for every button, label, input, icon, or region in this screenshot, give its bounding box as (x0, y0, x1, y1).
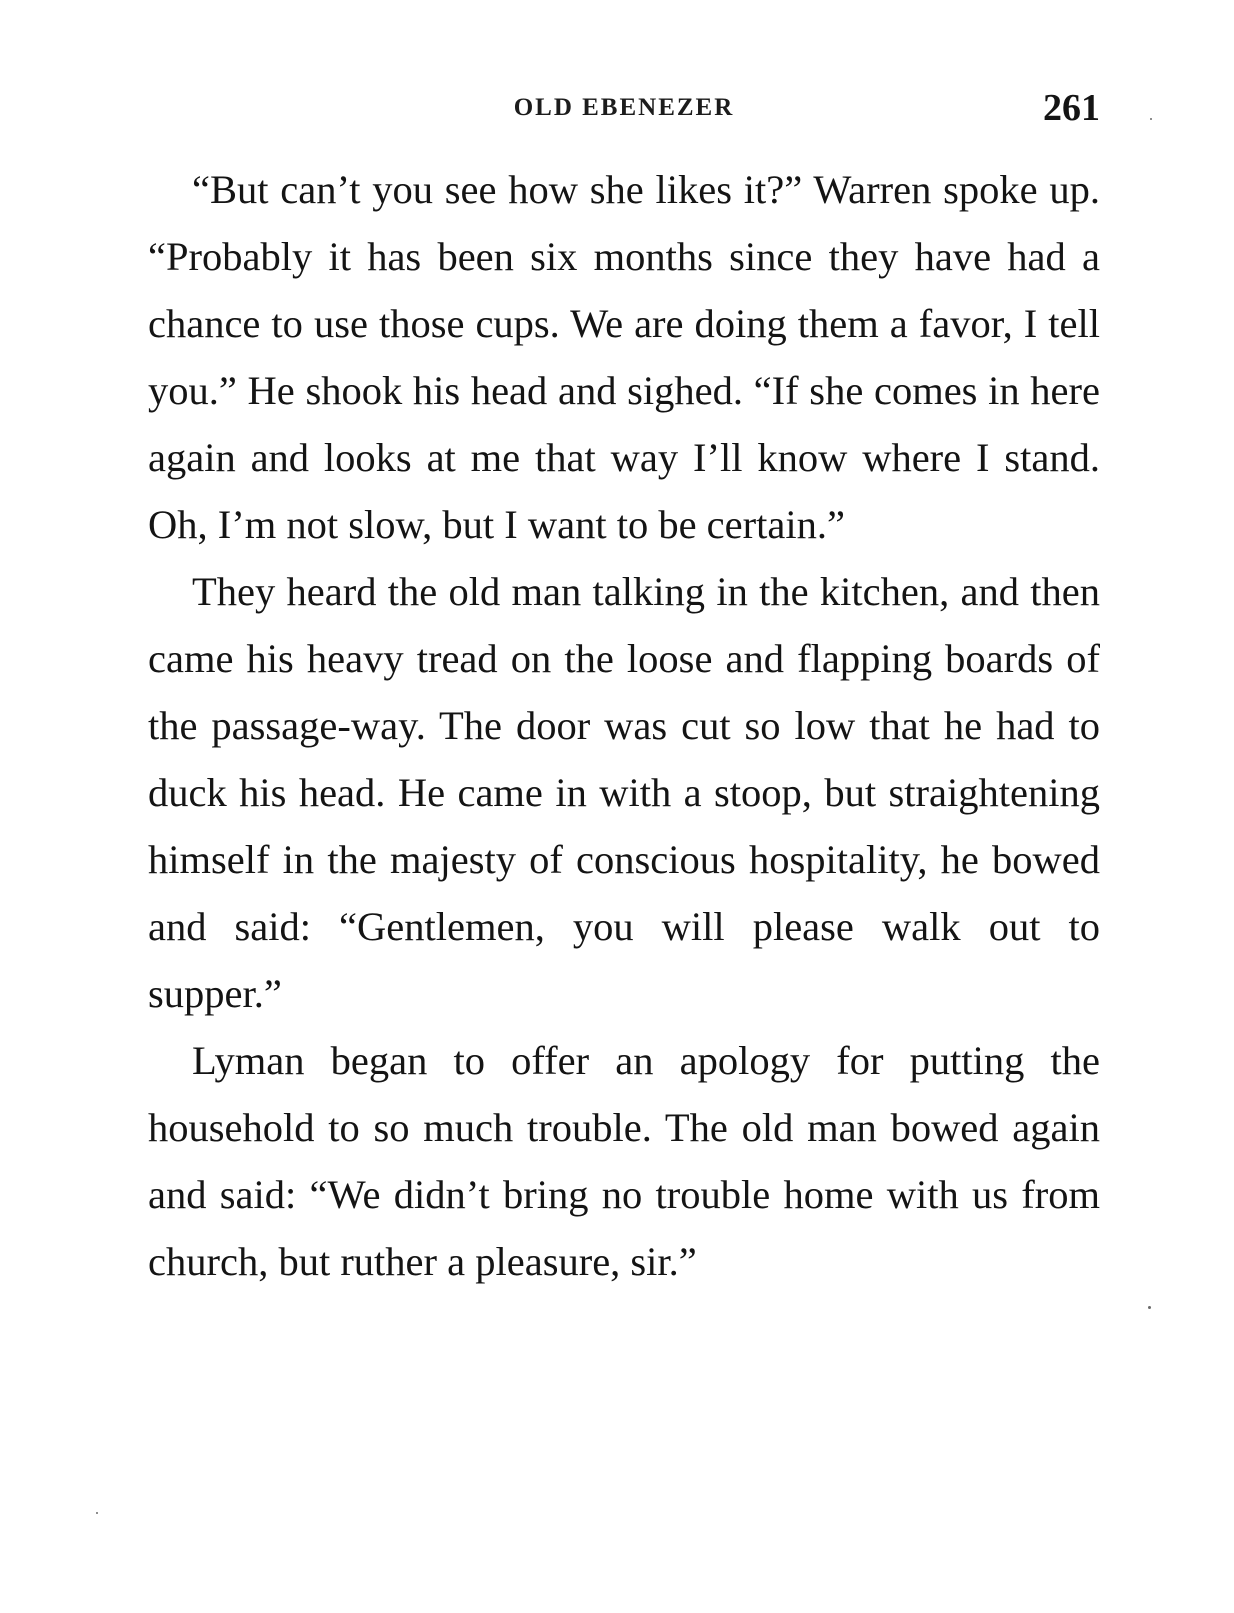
paragraph-2: They heard the old man talking in the kitchen, and then came his heavy tread on the loose and flapping boards of the passage-way. The door was cut so low that he had to duck his head. He came in with a stoop, but straightening himself in the majesty of conscious hospitality, he bowed and said: “Gentlemen, you will please walk out to supper.” (148, 569, 1100, 1016)
body-text (148, 156, 1100, 1295)
paragraph-1: “But can’t you see how she likes it?” Warren spoke up. “Probably it has been six months since they have had a chance to use those cups. We are doing them a favor, I tell you.” He shook his head and sighed. “If she comes in here again and looks at me that way I’ll know where I stand. Oh, I’m not slow, but I want to be certain.” (148, 167, 1100, 547)
running-header (148, 86, 1100, 136)
scan-speck (96, 1512, 98, 1514)
page-number: 261 (1043, 87, 1100, 129)
scan-speck (1148, 1306, 1151, 1309)
scan-speck (1150, 118, 1152, 120)
paragraph-3: Lyman began to offer an apology for putting the household to so much trouble. The old man bowed again and said: “We didn’t bring no trouble home with us from church, but ruther a pleasure, sir.” (148, 1038, 1100, 1284)
running-title: OLD EBENEZER (513, 94, 735, 121)
